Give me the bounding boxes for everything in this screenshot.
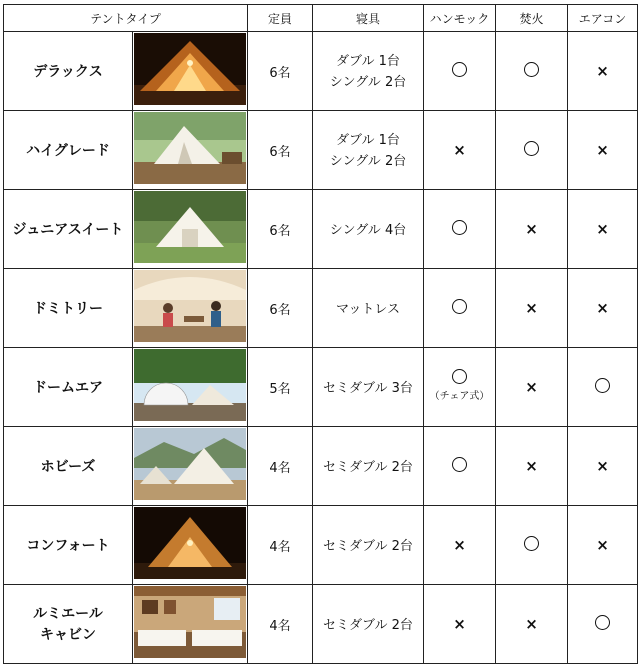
tent-name: ホビーズ (40, 458, 96, 475)
tent-name: ジュニアスイート (12, 221, 124, 238)
hammock-yes-icon (452, 62, 467, 77)
header-tent-type: テントタイプ (4, 5, 248, 32)
bonfire-cell (496, 269, 568, 348)
hammock-cell (424, 190, 496, 269)
aircon-cell (568, 506, 638, 585)
header-capacity: 定員 (248, 5, 313, 32)
tent-name-cell (4, 269, 133, 348)
tent-name-cell (4, 348, 133, 427)
hammock-no-icon: × (453, 536, 466, 554)
aircon-cell (568, 269, 638, 348)
capacity-cell: 5名 (248, 348, 313, 427)
table-row (4, 506, 638, 585)
tent-photo-cell (133, 427, 248, 506)
hammock-no-icon: × (453, 615, 466, 633)
bedding-cell (313, 111, 424, 190)
table-body (4, 32, 638, 664)
capacity-cell: 6名 (248, 190, 313, 269)
bedding-cell (313, 348, 424, 427)
capacity-cell: 4名 (248, 427, 313, 506)
hammock-cell (424, 32, 496, 111)
bonfire-no-icon: × (525, 457, 538, 475)
aircon-no-icon: × (596, 62, 609, 80)
aircon-cell (568, 111, 638, 190)
bonfire-cell (496, 111, 568, 190)
bedding-cell (313, 506, 424, 585)
bedding-text: セミダブル 3台 (323, 380, 413, 396)
header-bonfire: 焚火 (496, 5, 568, 32)
tent-photo (134, 507, 246, 579)
hammock-yes-icon (452, 220, 467, 235)
hammock-cell (424, 111, 496, 190)
tent-photo (134, 33, 246, 105)
tent-name-cell (4, 427, 133, 506)
tent-name: ドミトリー (33, 300, 103, 317)
bonfire-cell (496, 427, 568, 506)
bonfire-no-icon: × (525, 220, 538, 238)
bonfire-cell (496, 190, 568, 269)
aircon-cell (568, 348, 638, 427)
tent-photo-cell (133, 269, 248, 348)
bonfire-cell (496, 506, 568, 585)
aircon-no-icon: × (596, 457, 609, 475)
aircon-cell (568, 190, 638, 269)
capacity-cell: 6名 (248, 111, 313, 190)
tent-photo-cell (133, 348, 248, 427)
table-row (4, 190, 638, 269)
hammock-cell (424, 427, 496, 506)
hammock-no-icon: × (453, 141, 466, 159)
bedding-text: ダブル 1台 シングル 2台 (329, 133, 407, 169)
tent-name: デラックス (33, 63, 103, 80)
bonfire-no-icon: × (525, 378, 538, 396)
bedding-cell (313, 190, 424, 269)
capacity-cell: 6名 (248, 32, 313, 111)
tent-photo-cell (133, 32, 248, 111)
capacity-cell: 4名 (248, 585, 313, 664)
tent-photo (134, 112, 246, 184)
bonfire-no-icon: × (525, 615, 538, 633)
bedding-cell (313, 269, 424, 348)
bonfire-cell (496, 348, 568, 427)
tent-photo-cell (133, 111, 248, 190)
aircon-yes-icon (595, 378, 610, 393)
tent-name: ハイグレード (26, 142, 110, 159)
tent-photo (134, 349, 246, 421)
table-row (4, 32, 638, 111)
hammock-yes-icon (452, 369, 467, 384)
hammock-cell (424, 506, 496, 585)
tent-comparison-table (3, 4, 638, 664)
table-row (4, 348, 638, 427)
hammock-yes-icon (452, 457, 467, 472)
tent-photo (134, 428, 246, 500)
tent-photo-cell (133, 190, 248, 269)
bonfire-yes-icon (524, 536, 539, 551)
capacity-cell: 6名 (248, 269, 313, 348)
bedding-text: セミダブル 2台 (323, 459, 413, 475)
hammock-cell (424, 348, 496, 427)
tent-name-cell (4, 506, 133, 585)
aircon-yes-icon (595, 615, 610, 630)
table-row (4, 269, 638, 348)
aircon-no-icon: × (596, 141, 609, 159)
bonfire-yes-icon (524, 62, 539, 77)
bonfire-no-icon: × (525, 299, 538, 317)
aircon-no-icon: × (596, 220, 609, 238)
capacity-cell: 4名 (248, 506, 313, 585)
hammock-cell (424, 269, 496, 348)
bedding-cell (313, 427, 424, 506)
tent-photo (134, 191, 246, 263)
aircon-cell (568, 32, 638, 111)
header-bedding: 寝具 (313, 5, 424, 32)
hammock-yes-icon (452, 299, 467, 314)
tent-name: ドームエア (33, 379, 103, 396)
header-aircon: エアコン (568, 5, 638, 32)
aircon-no-icon: × (596, 299, 609, 317)
table-row (4, 427, 638, 506)
hammock-note: （チェア式） (429, 391, 490, 402)
bonfire-cell (496, 32, 568, 111)
bedding-text: マットレス (335, 301, 401, 317)
tent-name-cell (4, 32, 133, 111)
tent-name: ルミエール キャビン (33, 606, 103, 643)
tent-photo (134, 586, 246, 658)
tent-name-cell (4, 111, 133, 190)
aircon-cell (568, 427, 638, 506)
tent-name-cell (4, 190, 133, 269)
header-hammock: ハンモック (424, 5, 496, 32)
header-row (4, 5, 638, 32)
aircon-no-icon: × (596, 536, 609, 554)
bedding-text: セミダブル 2台 (323, 617, 413, 633)
bonfire-yes-icon (524, 141, 539, 156)
bedding-text: シングル 4台 (329, 222, 407, 238)
tent-photo (134, 270, 246, 342)
tent-photo-cell (133, 506, 248, 585)
tent-name: コンフォート (26, 537, 110, 554)
bedding-text: セミダブル 2台 (323, 538, 413, 554)
bedding-cell (313, 32, 424, 111)
bedding-text: ダブル 1台 シングル 2台 (329, 54, 407, 90)
table-row (4, 111, 638, 190)
